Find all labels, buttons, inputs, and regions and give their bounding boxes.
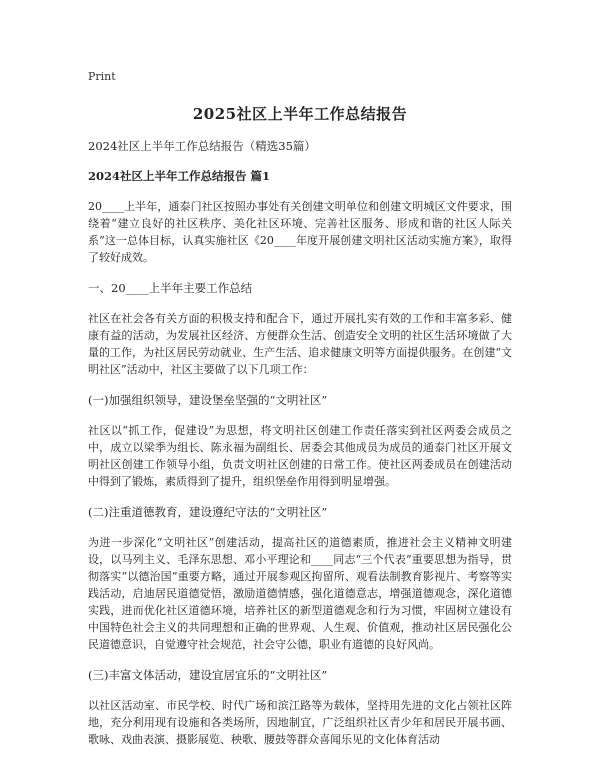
- paragraph-moral-education: 为进一步深化“文明社区”创建活动，提高社区的道德素质，推进社会主义精神文明建设，以马列主义、毛泽东思想、邓小平理论和____同志“三个代表”重要思想为指导，贯彻落实“以德治国”重要方略，通过开展参观区拘留所、观看法制教育影视片、考察等实践活动，启迪居民道德觉悟，激励道德情感，强化道德意志，增强道德观念，深化道德实践，进而优化社区道德环境，培养社区的新型道德观念和行为习惯，牢固树立建设有中国特色社会主义的共同理想和正确的世界观、人生观、价值观，推动社区居民强化公民道德意识，自觉遵守社会规范，社会守公德，职业有道德的良好风尚。: [88, 536, 512, 651]
- article-heading: 2024社区上半年工作总结报告 篇1: [88, 169, 271, 183]
- section-heading-2: (一)加强组织领导，建设堡垒坚强的“文明社区”: [88, 393, 328, 407]
- paragraph-overview: 社区在社会各有关方面的积极支持和配合下，通过开展扎实有效的工作和丰富多彩、健康有益的活动，为发展社区经济、方便群众生活、创造安全文明的社区生活环境做了大量的工作，为社区居民劳动就业、生产生活、追求健康文明等方面提供服务。在创建“文明社区”活动中，社区主要做了以下几项工作：: [88, 312, 512, 376]
- section-heading-1: 一、20____上半年主要工作总结: [88, 281, 253, 295]
- paragraph-intro: 20____上半年，通泰门社区按照办事处有关创建文明单位和创建文明城区文件要求，围绕着“建立良好的社区秩序、美化社区环境、完善社区服务、形成和谐的社区人际关系”这一总体目标，认真实施社区《20____年度开展创建文明社区活动实施方案》，取得了较好成效。: [88, 200, 512, 264]
- paragraph-organization: 社区以“抓工作，促建设”为思想，将文明社区创建工作责任落实到社区两委会成员之中，成立以梁季为组长、陈永福为副组长、居委会其他成员为成员的通泰门社区开展文明社区创建工作领导小组，负责文明社区创建的日常工作。使社区两委成员在创建活动中得到了锻炼，素质得到了提升，组织堡垒作用得到明显增强。: [88, 424, 512, 488]
- section-heading-3: (二)注重道德教育，建设遵纪守法的“文明社区”: [88, 505, 328, 519]
- page-title: 2025社区上半年工作总结报告: [192, 105, 408, 123]
- subtitle: 2024社区上半年工作总结报告（精选35篇）: [88, 139, 316, 153]
- section-heading-4: (三)丰富文体活动，建设宜居宜乐的“文明社区”: [88, 668, 328, 682]
- print-link[interactable]: Print: [88, 70, 116, 83]
- paragraph-culture-sports: 以社区活动室、市民学校、时代广场和滨江路等为载体，坚持用先进的文化占领社区阵地，充分利用现有设施和各类场所，因地制宜，广泛组织社区青少年和居民开展书画、歌咏、戏曲表演、摄影展览、秧歌、腰鼓等群众喜闻乐见的文化体育活动: [88, 699, 512, 746]
